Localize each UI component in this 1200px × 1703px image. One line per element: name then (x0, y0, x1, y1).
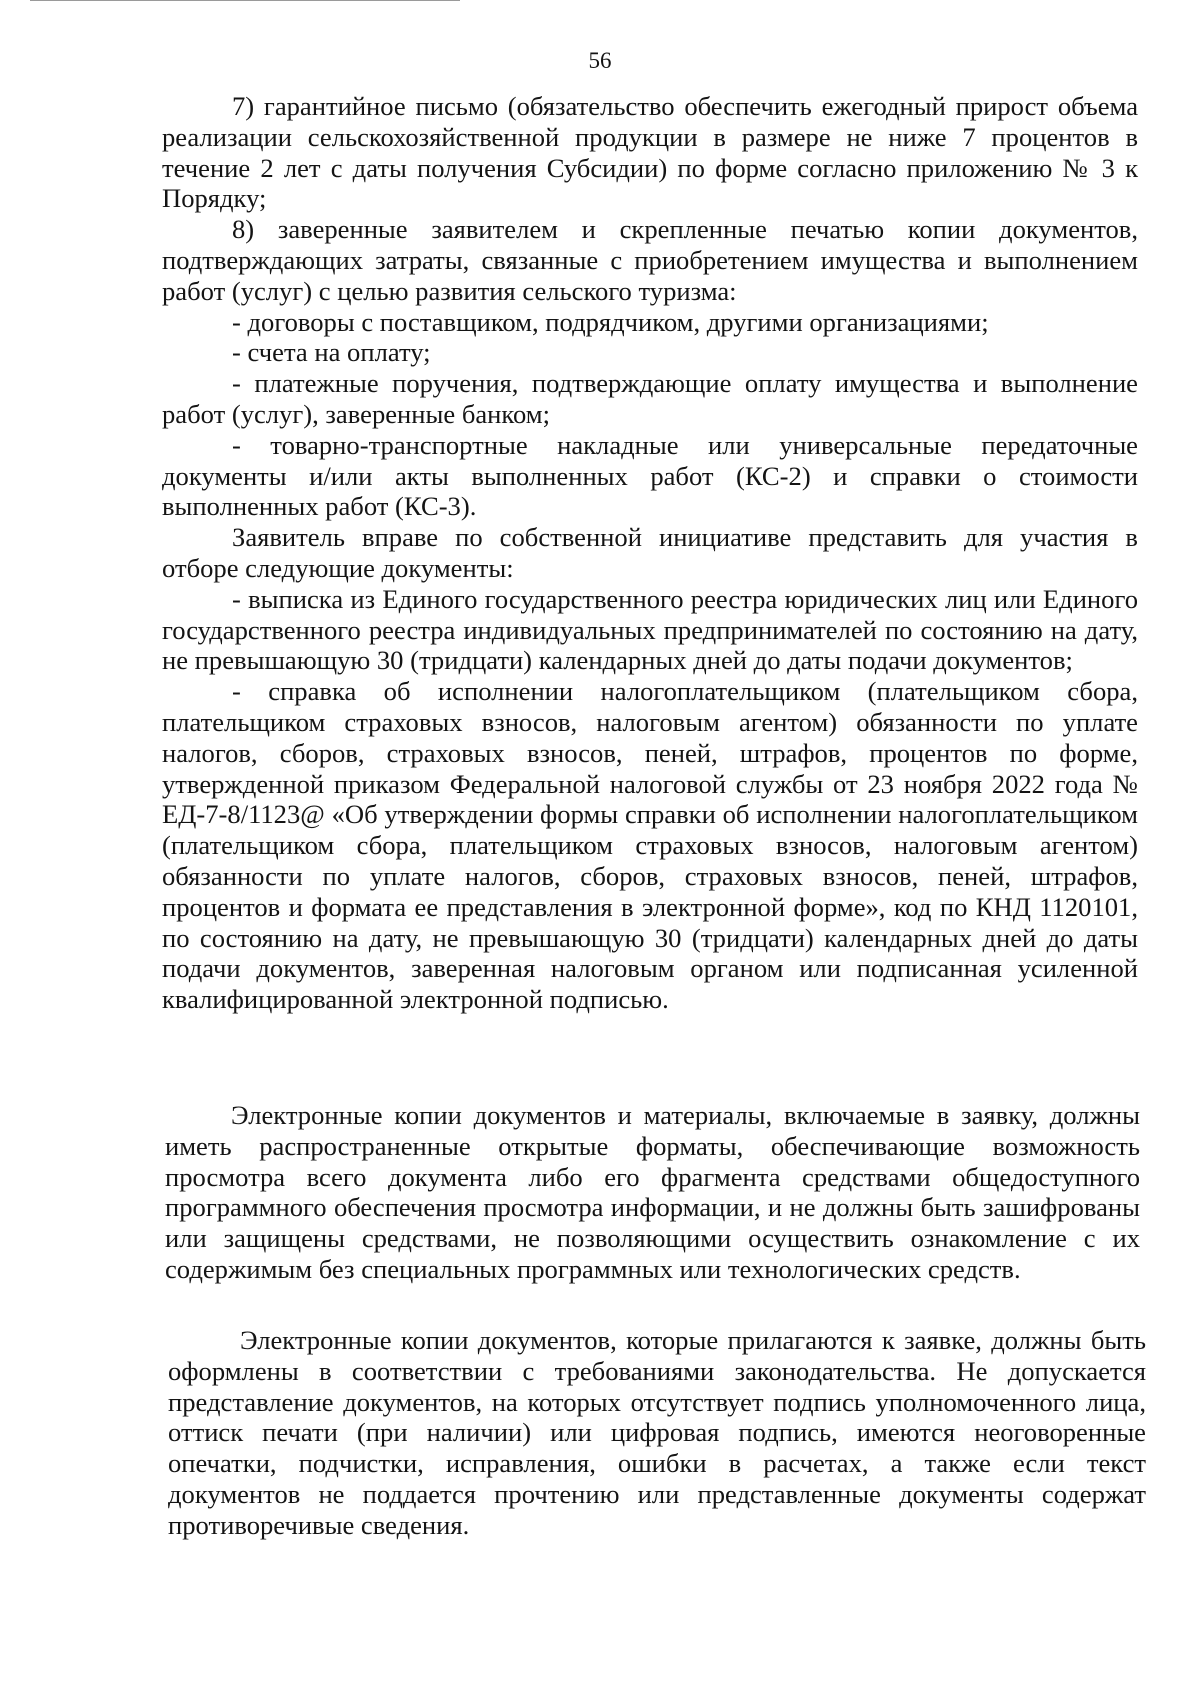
document-body-electronic-requirements (168, 1325, 1146, 1541)
scan-edge-line (30, 0, 460, 1)
paragraph-applicant-initiative: Заявитель вправе по собственной инициативе представить для участия в отборе следующие документы: (162, 522, 1138, 583)
sub-item-registry-extract: - выписка из Единого государственного реестра юридических лиц или Единого государственного реестра индивидуальных предпринимателей по состоянию на дату, не превышающую 30 (тридцати) календарных дней до даты подачи документов; (162, 583, 1138, 676)
sub-item-payment-orders: - платежные поручения, подтверждающие оплату имущества и выполнение работ (услуг), заверенные банком; (162, 368, 1138, 429)
list-item-8-certified-copies: 8) заверенные заявителем и скрепленные печатью копии документов, подтверждающих затраты, связанные с приобретением имущества и выполнением работ (услуг) с целью развития сельского туризма: (162, 214, 1138, 306)
list-item-7-guarantee-letter: 7) гарантийное письмо (обязательство обеспечить ежегодный прирост объема реализации сельскохозяйственной продукции в размере не ниже 7 процентов в течение 2 лет с даты получения Субсидии) по форме согласно приложению № 3 к Порядку; (162, 91, 1138, 214)
sub-item-invoices: - счета на оплату; (232, 337, 431, 368)
sub-item-tax-certificate: - справка об исполнении налогоплательщиком (плательщиком сбора, плательщиком страховых взносов, налоговым агентом) обязанности по уплате налогов, сборов, страховых взносов, пеней, штрафов, процентов по форме, утвержденной приказом Федеральной налоговой службы от 23 ноября 2022 года № ЕД-7-8/1123@ «Об утверждении формы справки об исполнении налогоплательщиком (плательщиком сбора, плательщиком страховых взносов, налоговым агентом) обязанности по уплате налогов, сборов, страховых взносов, пеней, штрафов, процентов и формата ее представления в электронной форме», код по КНД 1120101, по состоянию на дату, не превышающую 30 (тридцати) календарных дней до даты подачи документов, заверенная налоговым органом или подписанная усиленной квалифицированной электронной подписью. (162, 676, 1138, 1015)
paragraph-electronic-formats: Электронные копии документов и материалы, включаемые в заявку, должны иметь распространенные открытые форматы, обеспечивающие возможность просмотра всего документа либо его фрагмента средствами общедоступного программного обеспечения просмотра информации, и не должны быть зашифрованы или защищены средствами, не позволяющими осуществить ознакомление с их содержимым без специальных программных или технологических средств. (165, 1100, 1140, 1284)
document-body (162, 91, 1138, 1015)
sub-item-contracts: - договоры с поставщиком, подрядчиком, другими организациями; (232, 306, 989, 337)
paragraph-electronic-requirements: Электронные копии документов, которые прилагаются к заявке, должны быть оформлены в соответствии с требованиями законодательства. Не допускается представление документов, на которых отсутствует подпись уполномоченного лица, оттиск печати (при наличии) или цифровая подпись, имеются неоговоренные опечатки, подчистки, исправления, ошибки в расчетах, а также если текст документов не поддается прочтению или представленные документы содержат противоречивые сведения. (168, 1325, 1146, 1540)
sub-item-waybills-acts: - товарно-транспортные накладные или универсальные передаточные документы и/или акты выполненных работ (КС-2) и справки о стоимости выполненных работ (КС-3). (162, 429, 1138, 522)
document-body-electronic-formats (165, 1100, 1140, 1285)
page-number: 56 (588, 48, 612, 73)
